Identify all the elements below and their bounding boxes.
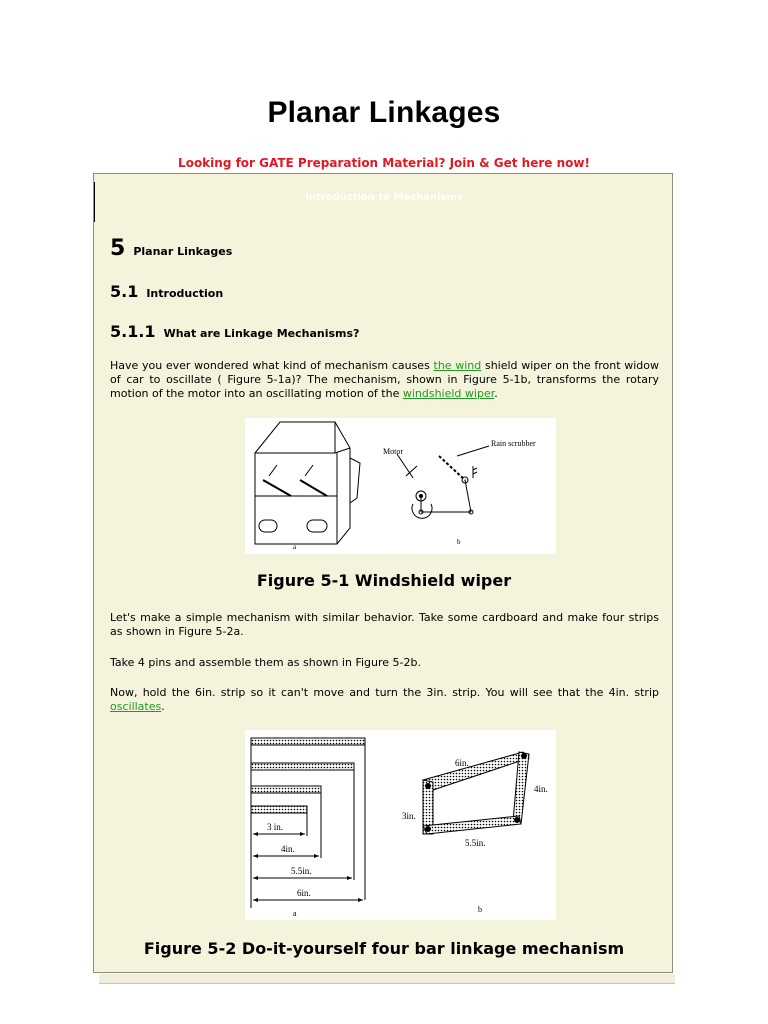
content-panel [93,173,673,973]
four-bar-linkage-drawing [245,730,556,920]
the-wind-link[interactable]: the wind [433,359,482,372]
heading-5 [110,236,232,261]
intro-paragraph: Have you ever wondered what kind of mechanism causes the wind shield wiper on the front widow of car to oscillate ( Figure 5-1a)? The mechanism, shown in Figure 5-1b, transforms the rotary motion of the motor into an oscillating motion of the windshield wiper. [110,359,659,400]
heading-number: 5 [110,236,126,261]
heading-label: What are Linkage Mechanisms? [163,327,360,340]
page-title: Planar Linkages [267,96,501,129]
figure-5-2-caption: Figure 5-2 Do-it-yourself four bar linkage mechanism [143,939,625,958]
windshield-wiper-link[interactable]: windshield wiper [402,387,495,400]
fig1-sub-b: b [457,538,461,546]
paragraph-strips: Let's make a simple mechanism with similar behavior. Take some cardboard and make four strips as shown in Figure 5-2a. [110,611,659,638]
strip-5-5in-label: 5.5in. [291,866,312,876]
windshield-wiper-drawing [245,418,556,554]
fig2-sub-a: a [293,909,297,918]
heading-number: 5.1.1 [110,322,156,341]
heading-5-1-1 [110,322,359,341]
heading-number: 5.1 [110,282,139,301]
strip-6in-label: 6in. [297,888,311,898]
heading-5-1 [110,282,223,301]
link-6in-label: 6in. [455,758,469,768]
figure-5-1-image [245,418,556,554]
strip-3in-label: 3 in. [267,822,284,832]
fig1-sub-a: a [293,543,297,551]
link-4in-label: 4in. [534,784,548,794]
heading-label: Planar Linkages [133,245,233,258]
fig2-sub-b: b [478,905,482,914]
motor-label: Motor [383,447,403,456]
strip-4in-label: 4in. [281,844,295,854]
paragraph-oscillate: Now, hold the 6in. strip so it can't move and turn the 3in. strip. You will see that the 4in. strip oscillates. [110,686,659,713]
section-banner: Introduction to Mechanisms [305,192,463,203]
link-5-5in-label: 5.5in. [465,838,486,848]
figure-5-1-caption: Figure 5-1 Windshield wiper [256,571,512,590]
oscillates-link[interactable]: oscillates [110,700,162,713]
rain-scrubber-label: Rain scrubber [491,439,536,448]
heading-label: Introduction [146,287,224,300]
panel-shadow [99,974,675,984]
figure-5-2-image [245,730,556,920]
gate-promo-link[interactable]: Looking for GATE Preparation Material? Join & Get here now! [178,156,590,170]
paragraph-pins: Take 4 pins and assemble them as shown in Figure 5-2b. [110,656,421,669]
link-3in-label: 3in. [402,811,416,821]
